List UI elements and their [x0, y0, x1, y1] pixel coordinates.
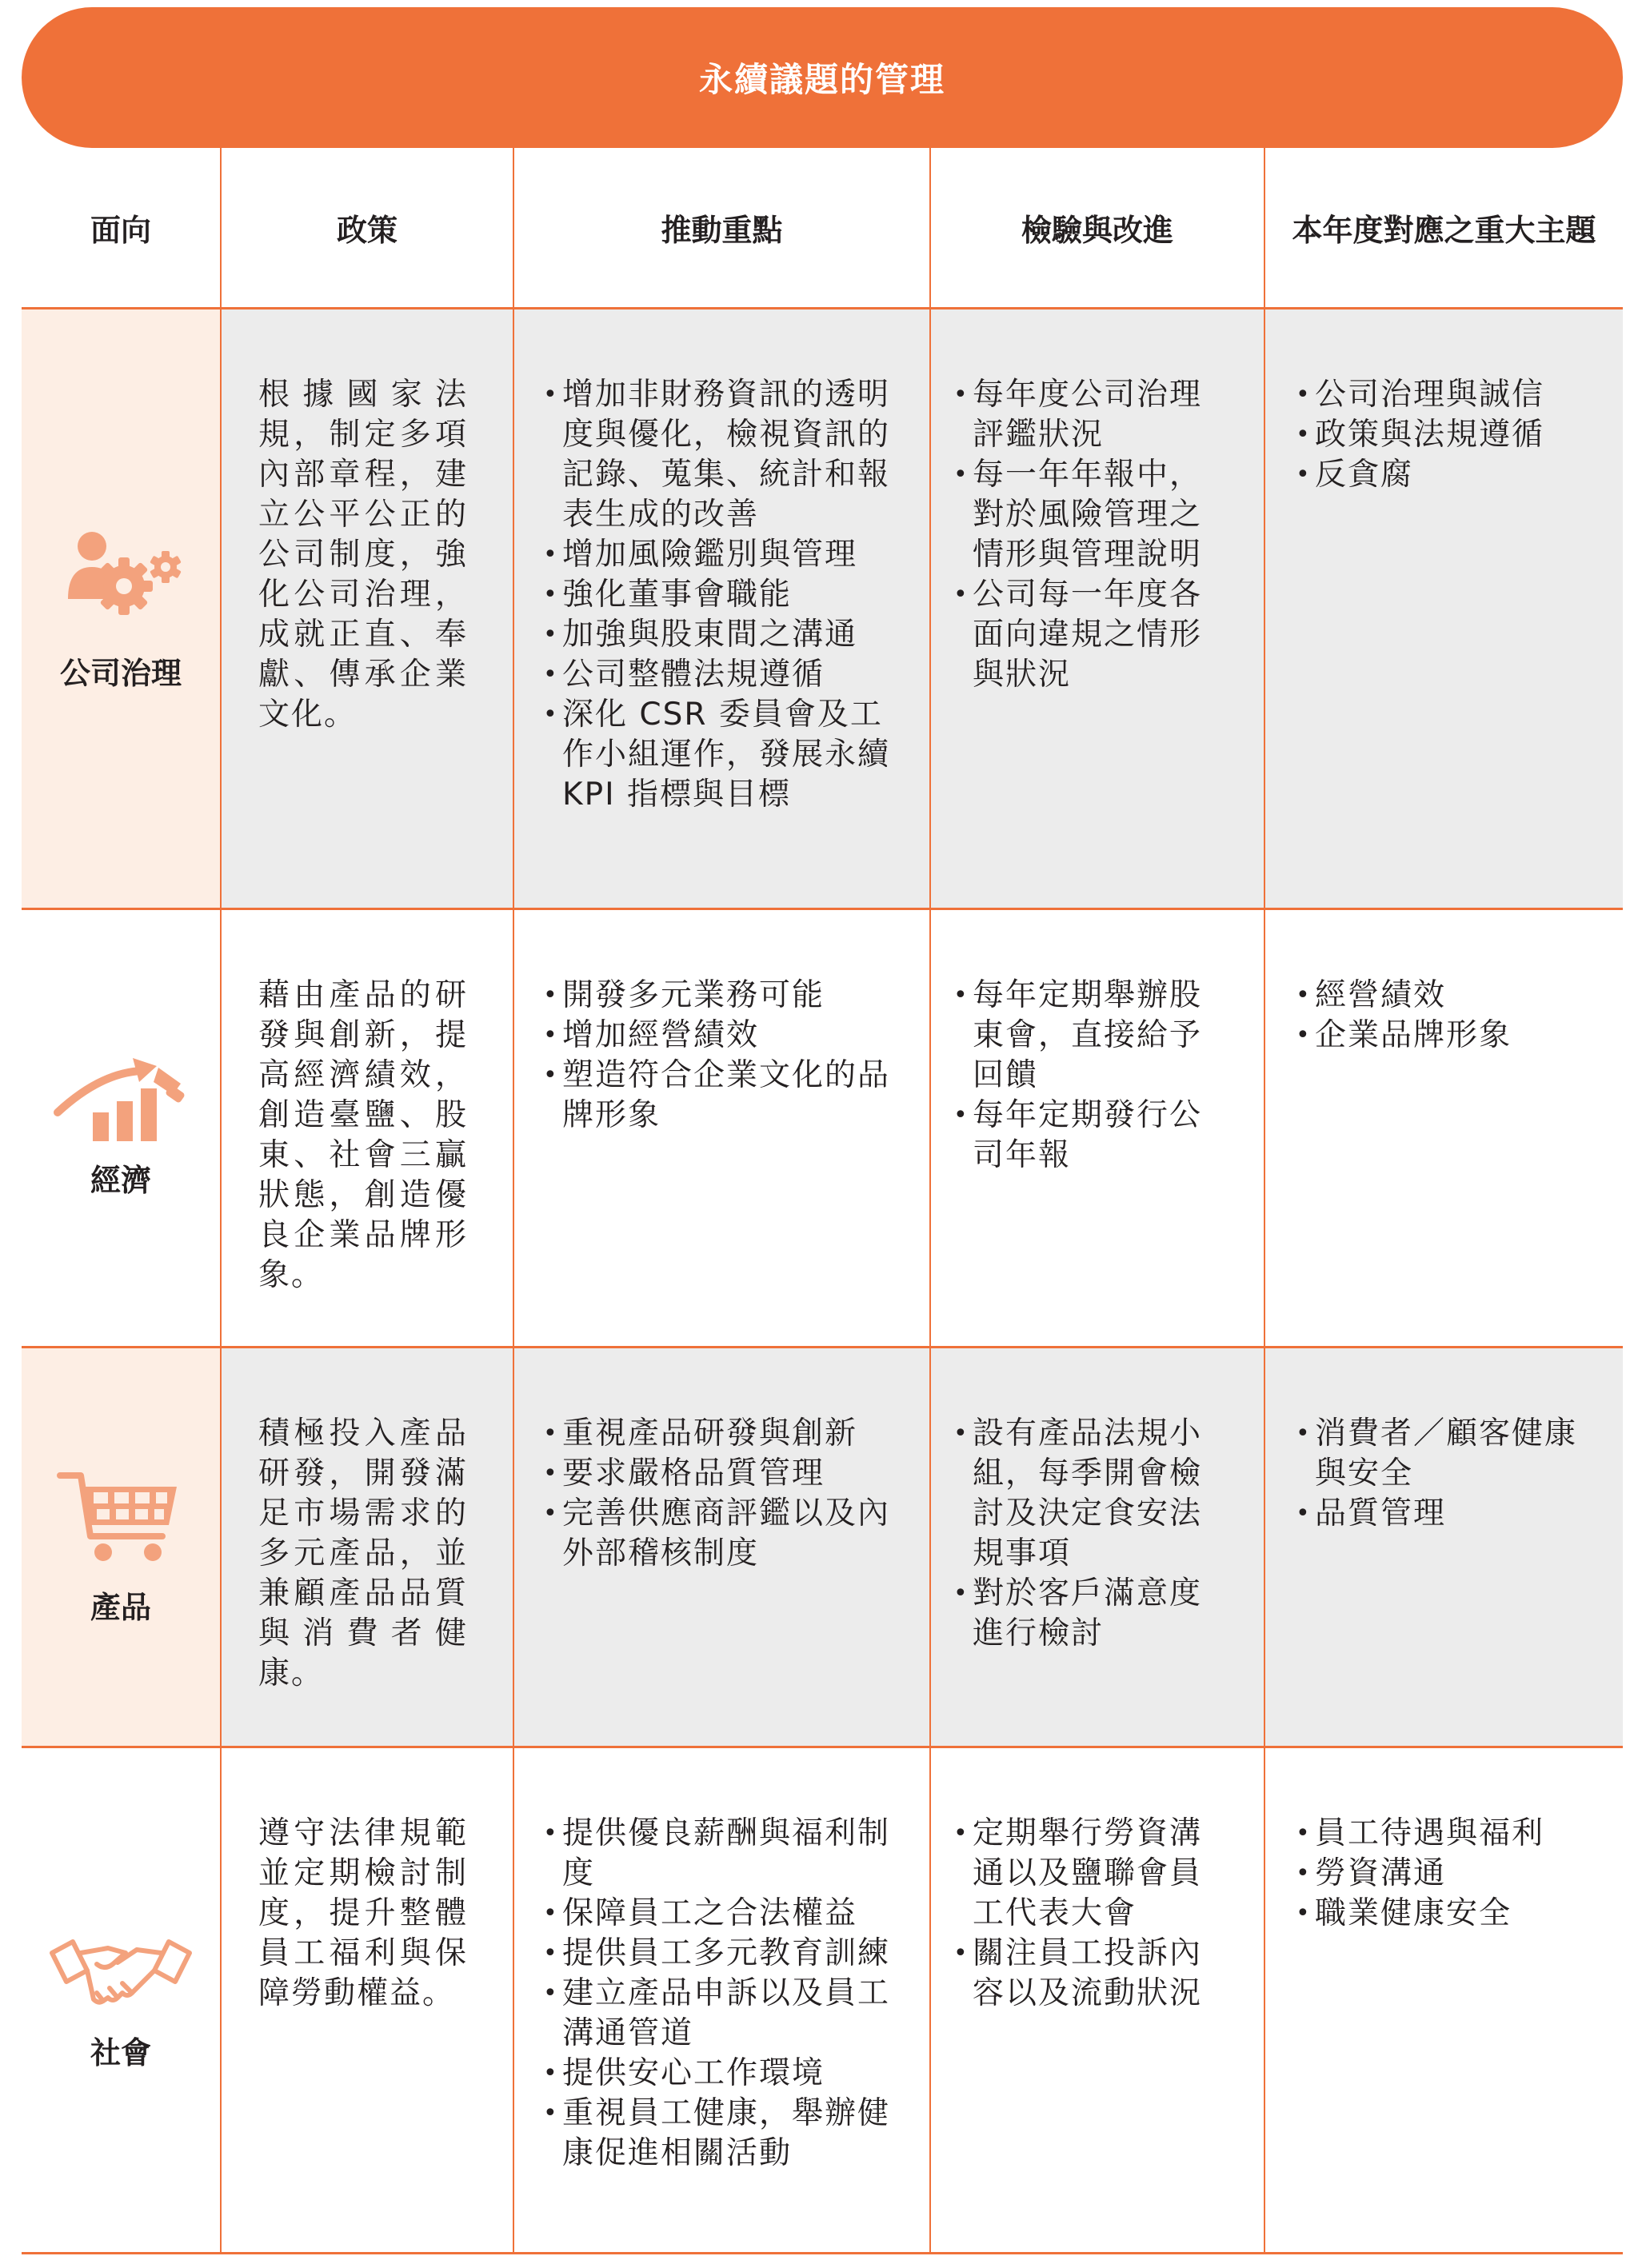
list-item: • 建立產品申訴以及員工溝通管道: [543, 1974, 902, 2054]
list-item: • 公司每一年度各面向違規之情形與狀況: [953, 575, 1232, 695]
list-item: • 關注員工投訴內容以及流動狀況: [953, 1934, 1232, 2014]
facet-cell: [22, 1748, 220, 2252]
policy-text: 根據國家法規，制定多項內部章程，建立公平公正的公司制度，強化公司治理，成就正直、奉獻、傳承企業文化。: [220, 309, 513, 908]
list-item: • 勞資溝通: [1296, 1854, 1607, 1894]
facet-cell: [22, 910, 220, 1346]
topics-cell: [1264, 910, 1623, 1346]
review-cell: [929, 910, 1264, 1346]
topics-cell: [1264, 309, 1623, 908]
list-item: • 提供優良薪酬與福利制度: [543, 1814, 902, 1894]
list-item: • 保障員工之合法權益: [543, 1894, 902, 1934]
focus-list: [514, 1348, 929, 1574]
header-focus: 推動重點: [513, 148, 929, 307]
policy-text: 積極投入產品研發，開發滿足市場需求的多元產品，並兼顧產品品質與消費者健康。: [220, 1348, 513, 1746]
list-item: • 重視產品研發與創新: [543, 1414, 902, 1454]
list-item: • 消費者／顧客健康與安全: [1296, 1414, 1607, 1494]
topics-list: [1265, 1748, 1623, 1934]
list-item: • 職業健康安全: [1296, 1894, 1607, 1934]
facet-cell: [22, 1348, 220, 1746]
list-item: • 反貪腐: [1296, 455, 1607, 495]
review-list: [931, 910, 1264, 1176]
list-item: • 完善供應商評鑑以及內外部稽核制度: [543, 1494, 902, 1574]
header-facet: 面向: [90, 213, 151, 248]
focus-cell: [513, 910, 929, 1346]
table-row: [22, 309, 1623, 910]
list-item: • 增加風險鑑別與管理: [543, 535, 902, 575]
page-title: 永續議題的管理: [698, 60, 945, 99]
facet-label: 經濟: [90, 1163, 151, 1198]
list-item: • 增加非財務資訊的透明度與優化，檢視資訊的記錄、蒐集、統計和報表生成的改善: [543, 375, 902, 535]
review-list: [931, 1348, 1264, 1654]
facet-label: 產品: [90, 1590, 151, 1625]
policy-text: 遵守法律規範並定期檢討制度，提升整體員工福利與保障勞動權益。: [220, 1748, 513, 2252]
list-item: • 企業品牌形象: [1296, 1016, 1607, 1056]
sustainability-table: [22, 148, 1623, 2254]
topics-cell: [1264, 1348, 1623, 1746]
table-row: [22, 910, 1623, 1348]
list-item: • 深化 CSR 委員會及工作小組運作，發展永續 KPI 指標與目標: [543, 695, 902, 815]
review-cell: [929, 1748, 1264, 2252]
list-item: • 公司治理與誠信: [1296, 375, 1607, 415]
list-item: • 對於客戶滿意度進行檢討: [953, 1574, 1232, 1654]
focus-list: [514, 309, 929, 815]
list-item: • 提供安心工作環境: [543, 2054, 902, 2094]
list-item: • 提供員工多元教育訓練: [543, 1934, 902, 1974]
focus-cell: [513, 1748, 929, 2252]
list-item: • 重視員工健康，舉辦健康促進相關活動: [543, 2094, 902, 2174]
list-item: • 設有產品法規小組，每季開會檢討及決定食安法規事項: [953, 1414, 1232, 1574]
list-item: • 要求嚴格品質管理: [543, 1454, 902, 1494]
review-list: [931, 309, 1264, 695]
list-item: • 政策與法規遵循: [1296, 415, 1607, 455]
list-item: • 塑造符合企業文化的品牌形象: [543, 1056, 902, 1136]
facet-label: 公司治理: [59, 655, 182, 691]
list-item: • 定期舉行勞資溝通以及鹽聯會員工代表大會: [953, 1814, 1232, 1934]
topics-cell: [1264, 1748, 1623, 2252]
review-cell: [929, 1348, 1264, 1746]
topics-list: [1265, 1348, 1623, 1534]
shopping-cart-icon: [57, 1467, 185, 1571]
review-list: [931, 1748, 1264, 2014]
list-item: • 公司整體法規遵循: [543, 655, 902, 695]
list-item: • 增加經營績效: [543, 1016, 902, 1056]
list-item: • 每年定期發行公司年報: [953, 1096, 1232, 1176]
focus-cell: [513, 1348, 929, 1746]
facet-cell: [22, 309, 220, 908]
table-row: [22, 1748, 1623, 2254]
list-item: • 每年度公司治理評鑑狀況: [953, 375, 1232, 455]
list-item: • 加強與股東間之溝通: [543, 615, 902, 655]
list-item: • 經營績效: [1296, 976, 1607, 1016]
list-item: • 每一年年報中，對於風險管理之情形與管理說明: [953, 455, 1232, 575]
focus-cell: [513, 309, 929, 908]
list-item: • 品質管理: [1296, 1494, 1607, 1534]
handshake-icon: [49, 1929, 193, 2017]
policy-text: 藉由產品的研發與創新，提高經濟績效，創造臺鹽、股東、社會三贏狀態，創造優良企業品牌形象。: [220, 910, 513, 1346]
list-item: • 每年定期舉辦股東會，直接給予回饋: [953, 976, 1232, 1096]
header-review: 檢驗與改進: [929, 148, 1264, 307]
list-item: • 員工待遇與福利: [1296, 1814, 1607, 1854]
focus-list: [514, 910, 929, 1136]
list-item: • 開發多元業務可能: [543, 976, 902, 1016]
list-item: • 強化董事會職能: [543, 575, 902, 615]
review-cell: [929, 309, 1264, 908]
table-header: [22, 148, 1623, 309]
growth-chart-icon: [53, 1056, 189, 1144]
topics-list: [1265, 910, 1623, 1056]
title-banner: [22, 7, 1623, 148]
facet-label: 社會: [90, 2034, 151, 2070]
table-row: [22, 1348, 1623, 1748]
governance-gear-icon: [57, 525, 185, 637]
focus-list: [514, 1748, 929, 2174]
header-topics: 本年度對應之重大主題: [1264, 148, 1623, 307]
header-policy: 政策: [220, 148, 513, 307]
topics-list: [1265, 309, 1623, 495]
